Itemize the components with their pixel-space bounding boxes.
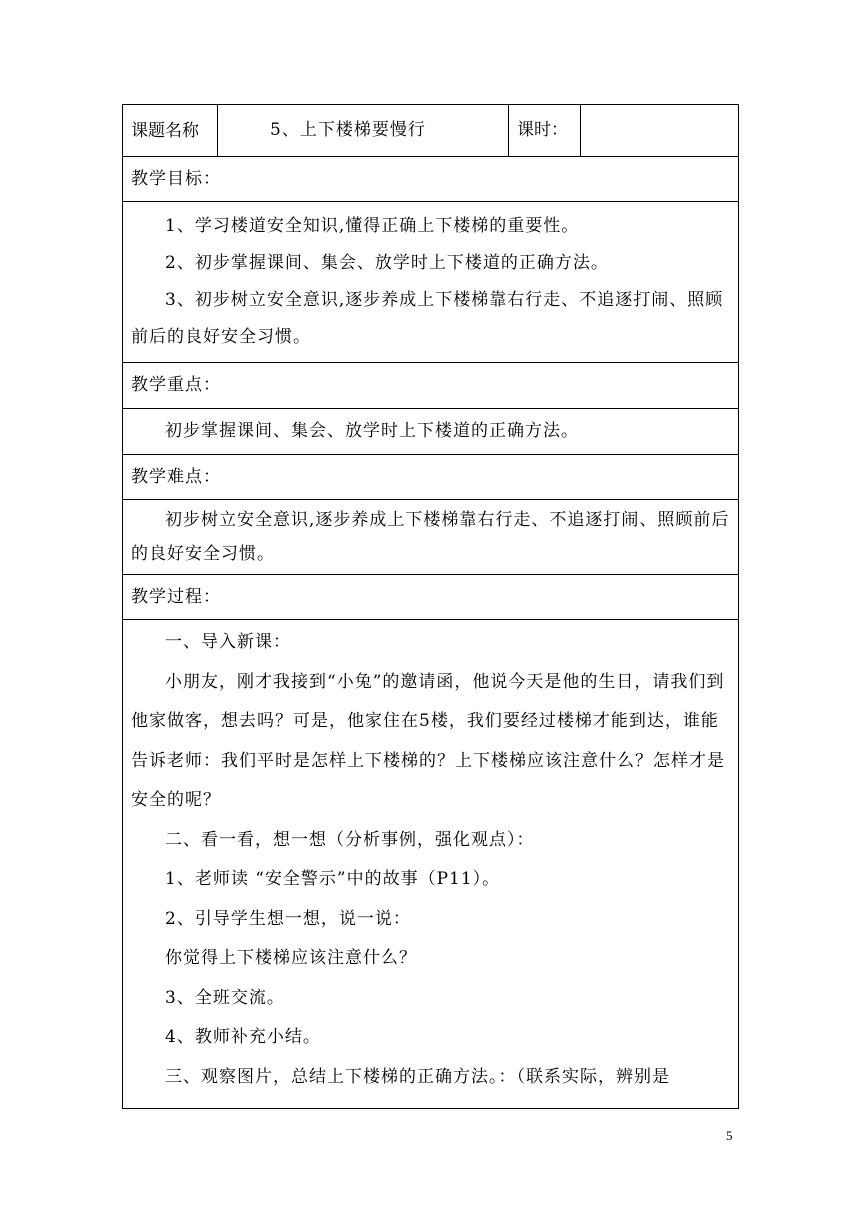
process-line: 三、观察图片，总结上下楼梯的正确方法。：（联系实际，辨别是 [165, 1066, 670, 1087]
process-line: 二、看一看，想一想（分析事例，强化观点）： [165, 829, 535, 850]
process-line: 一、导入新课： [165, 632, 291, 652]
objectives-heading: 教学目标： [131, 168, 221, 189]
header-row [123, 105, 739, 157]
period-label: 课时： [509, 105, 581, 157]
process-heading-row [123, 575, 739, 620]
difficulty-body-row [123, 500, 739, 575]
key-point-text: 初步掌握课间、集会、放学时上下楼道的正确方法。 [165, 421, 579, 441]
key-point-heading-row [123, 363, 739, 409]
key-point-body-row [123, 409, 739, 455]
name-label: 课题名称 [131, 120, 199, 141]
difficulty-heading-row [123, 455, 739, 500]
difficulty-heading: 教学难点： [131, 466, 221, 487]
process-body-row [123, 620, 739, 1109]
page-number: 5 [726, 1128, 733, 1143]
objectives-heading-row [123, 157, 739, 202]
key-point-heading: 教学重点： [131, 375, 221, 395]
process-line: 你觉得上下楼梯应该注意什么？ [165, 948, 417, 968]
difficulty-text: 初步树立安全意识,逐步养成上下楼梯靠右行走、不追逐打闹、照顾前后的良好安全习惯。 [131, 510, 730, 564]
process-line: 2、引导学生想一想，说一说： [165, 908, 411, 929]
process-line: 4、教师补充小结。 [165, 1027, 321, 1047]
period-value [581, 105, 739, 157]
objectives-body-row [123, 202, 739, 363]
process-line: 小朋友，刚才我接到“小兔”的邀请函，他说今天是他的生日，请我们到他家做客，想去吗？可是，他家住在5楼，我们要经过楼梯才能到达，谁能告诉老师：我们平时是怎样上下楼梯的？上下楼梯应该注意什么？怎样才是安全的呢？ [131, 671, 725, 810]
name-label-cell [123, 105, 218, 157]
lesson-title: 5、上下楼梯要慢行 [218, 105, 509, 157]
objective-item: 2、初步掌握课间、集会、放学时上下楼道的正确方法。 [165, 253, 609, 273]
lesson-plan-table [122, 104, 739, 1109]
process-line: 3、全班交流。 [165, 987, 285, 1008]
objective-item: 3、初步树立安全意识,逐步养成上下楼梯靠右行走、不追逐打闹、照顾前后的良好安全习惯。 [131, 290, 724, 347]
process-line: 1、老师读 “安全警示”中的故事（P11）。 [165, 869, 501, 889]
process-heading: 教学过程： [131, 586, 221, 607]
objective-item: 1、学习楼道安全知识,懂得正确上下楼梯的重要性。 [165, 216, 580, 236]
